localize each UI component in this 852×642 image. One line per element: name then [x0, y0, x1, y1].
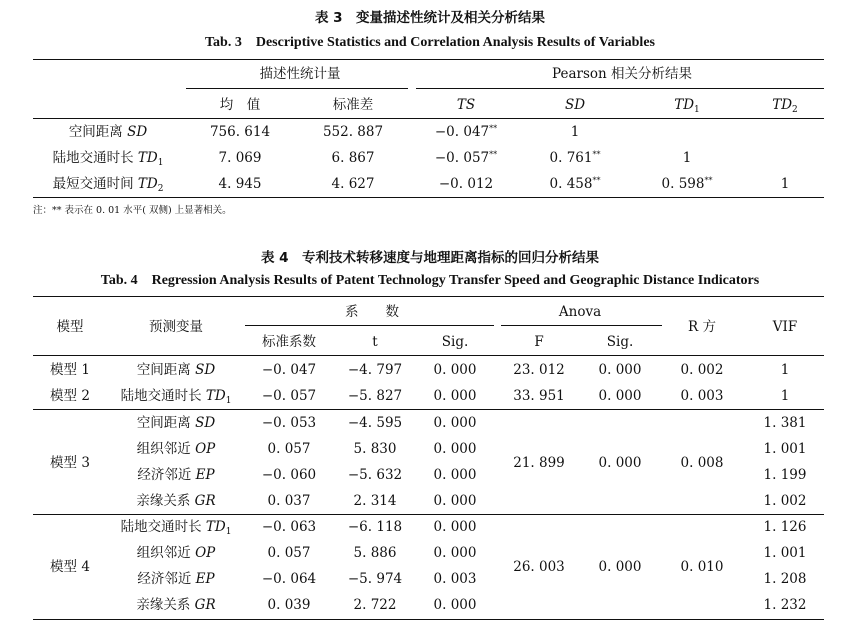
table3-header-rule [33, 118, 824, 119]
table4-cell-std: −0. 060 [261, 467, 317, 483]
table4-cell-f: 33. 951 [513, 388, 565, 404]
table4-cell-std: −0. 063 [261, 519, 317, 535]
table4-title-en: Tab. 4 Regression Analysis Results of Patent Technology Transfer Speed and Geographic Distance Indicators [100, 273, 760, 288]
table3-title-zh: 表 3 变量描述性统计及相关分析结果 [314, 10, 546, 26]
table4-cell-anova-sig: 0. 000 [598, 559, 642, 575]
table4-cell-vif: 1 [780, 362, 790, 378]
table4-cell-vif: 1 [780, 388, 790, 404]
table4-header-rule [33, 355, 824, 356]
table4-cell-vif: 1. 199 [763, 467, 807, 483]
table4-cell-vif: 1. 381 [763, 415, 807, 431]
table4-cell-t: 2. 722 [353, 597, 397, 613]
table4-top-rule [33, 296, 824, 297]
table4-header-sig2: Sig. [606, 334, 634, 350]
table4-cell-vif: 1. 002 [763, 493, 807, 509]
table3-cell-ts: −0. 012 [438, 176, 494, 192]
table4-model-divider [33, 409, 824, 410]
table4-cell-t: 5. 830 [353, 441, 397, 457]
table3-col-sd: SD [564, 97, 586, 113]
table3-cell-mean: 756. 614 [209, 124, 271, 140]
table4-cell-t: −5. 632 [347, 467, 403, 483]
table4-predictor: 空间距离 SD [136, 362, 216, 378]
table4-cell-rsq: 0. 010 [680, 559, 724, 575]
table4-cell-f: 26. 003 [513, 559, 565, 575]
table4-cell-t: −4. 797 [347, 362, 403, 378]
table4-predictor: 组织邻近 OP [136, 545, 216, 561]
table4-cell-std: −0. 057 [261, 388, 317, 404]
table3-title-en: Tab. 3 Descriptive Statistics and Correlation Analysis Results of Variables [205, 35, 655, 50]
table3-cell-std: 552. 887 [322, 124, 384, 140]
table4-model-label: 模型 2 [50, 388, 90, 404]
table4-cell-sig: 0. 000 [433, 441, 477, 457]
table3-cell-td2: 1 [780, 176, 790, 192]
table3-cell-ts: −0. 057** [434, 150, 498, 166]
table4-cell-std: −0. 064 [261, 571, 317, 587]
table4-cell-vif: 1. 126 [763, 519, 807, 535]
table3-bottom-rule [33, 197, 824, 198]
table4-cell-std: 0. 057 [267, 545, 311, 561]
table4-predictor: 亲缘关系 GR [136, 493, 216, 509]
table3-cell-sd: 0. 458** [549, 176, 601, 192]
table4-cell-f: 23. 012 [513, 362, 565, 378]
table3-row-label: 最短交通时间 $TD_2$ [52, 176, 164, 194]
table4-model-label: 模型 1 [50, 362, 90, 378]
table3-group-descriptive: 描述性统计量 [259, 66, 341, 82]
table4-model-label: 模型 4 [50, 559, 90, 575]
table4-cell-t: −6. 118 [347, 519, 403, 535]
table4-predictor: 亲缘关系 GR [136, 597, 216, 613]
table3-cell-std: 4. 627 [331, 176, 375, 192]
table4-cell-sig: 0. 003 [433, 571, 477, 587]
table4-anova-subrule [501, 325, 662, 326]
table3-desc-subrule [186, 88, 408, 89]
table4-cell-t: −4. 595 [347, 415, 403, 431]
table4-model-label: 模型 3 [50, 455, 90, 471]
table4-cell-rsq: 0. 003 [680, 388, 724, 404]
table4-header-rsq: R 方 [688, 319, 716, 335]
table4-cell-sig: 0. 000 [433, 415, 477, 431]
table4-cell-sig: 0. 000 [433, 362, 477, 378]
table4-cell-sig: 0. 000 [433, 597, 477, 613]
table3-corr-subrule [416, 88, 824, 89]
table3-row-label: 空间距离 SD [68, 124, 148, 140]
table3-note: 注：** 表示在 0. 01 水平( 双侧) 上显著相关。 [33, 205, 232, 216]
table4-predictor: 经济邻近 EP [137, 467, 215, 483]
table3-col-td2: $TD_2$ [772, 97, 798, 115]
table4-cell-sig: 0. 000 [433, 467, 477, 483]
table4-header-f: F [534, 334, 544, 350]
table4-bottom-rule [33, 619, 824, 620]
table4-cell-std: 0. 039 [267, 597, 311, 613]
table4-cell-sig: 0. 000 [433, 545, 477, 561]
table4-header-model: 模型 [56, 319, 84, 335]
table3-cell-mean: 4. 945 [218, 176, 262, 192]
table4-predictor: 空间距离 SD [136, 415, 216, 431]
table4-cell-anova-sig: 0. 000 [598, 388, 642, 404]
table4-cell-vif: 1. 208 [763, 571, 807, 587]
table4-header-sig: Sig. [441, 334, 469, 350]
table4-cell-rsq: 0. 002 [680, 362, 724, 378]
table3-top-rule [33, 59, 824, 60]
table4-header-coef: 系 数 [345, 304, 399, 320]
table4-cell-std: −0. 047 [261, 362, 317, 378]
table3-cell-sd: 0. 761** [549, 150, 601, 166]
table4-predictor: 组织邻近 OP [136, 441, 216, 457]
table4-cell-t: 2. 314 [353, 493, 397, 509]
table3-col-mean: 均 值 [219, 97, 261, 113]
table4-cell-sig: 0. 000 [433, 388, 477, 404]
table4-cell-vif: 1. 001 [763, 545, 807, 561]
table4-cell-t: −5. 974 [347, 571, 403, 587]
table4-cell-f: 21. 899 [513, 455, 565, 471]
table4-cell-rsq: 0. 008 [680, 455, 724, 471]
table4-cell-sig: 0. 000 [433, 493, 477, 509]
table4-header-predictor: 预测变量 [149, 319, 203, 335]
table4-header-vif: VIF [772, 319, 798, 335]
table4-title-zh: 表 4 专利技术转移速度与地理距离指标的回归分析结果 [260, 250, 600, 266]
table4-cell-t: −5. 827 [347, 388, 403, 404]
table4-predictor: 陆地交通时长 $TD_1$ [120, 519, 232, 537]
table4-cell-vif: 1. 232 [763, 597, 807, 613]
table3-cell-mean: 7. 069 [218, 150, 262, 166]
table4-header-t: t [372, 334, 378, 350]
table3-cell-ts: −0. 047** [434, 124, 498, 140]
table3-col-ts: TS [456, 97, 476, 113]
table4-cell-anova-sig: 0. 000 [598, 455, 642, 471]
table4-cell-anova-sig: 0. 000 [598, 362, 642, 378]
table4-model-divider [33, 514, 824, 515]
table4-header-anova: Anova [558, 304, 602, 320]
table4-predictor: 经济邻近 EP [137, 571, 215, 587]
table4-coef-subrule [245, 325, 494, 326]
table4-cell-t: 5. 886 [353, 545, 397, 561]
table4-cell-std: 0. 037 [267, 493, 311, 509]
table3-row-label: 陆地交通时长 $TD_1$ [52, 150, 164, 168]
table4-cell-sig: 0. 000 [433, 519, 477, 535]
table4-predictor: 陆地交通时长 $TD_1$ [120, 388, 232, 406]
table4-cell-vif: 1. 001 [763, 441, 807, 457]
table3-cell-td1: 0. 598** [661, 176, 713, 192]
table4-header-std-coef: 标准系数 [262, 334, 316, 350]
table3-cell-std: 6. 867 [331, 150, 375, 166]
table3-cell-sd: 1 [570, 124, 580, 140]
table3-col-std: 标准差 [332, 97, 374, 113]
table4-cell-std: −0. 053 [261, 415, 317, 431]
table3-group-pearson: Pearson 相关分析结果 [551, 66, 693, 82]
table4-cell-std: 0. 057 [267, 441, 311, 457]
table3-cell-td1: 1 [682, 150, 692, 166]
table3-col-td1: $TD_1$ [674, 97, 700, 115]
